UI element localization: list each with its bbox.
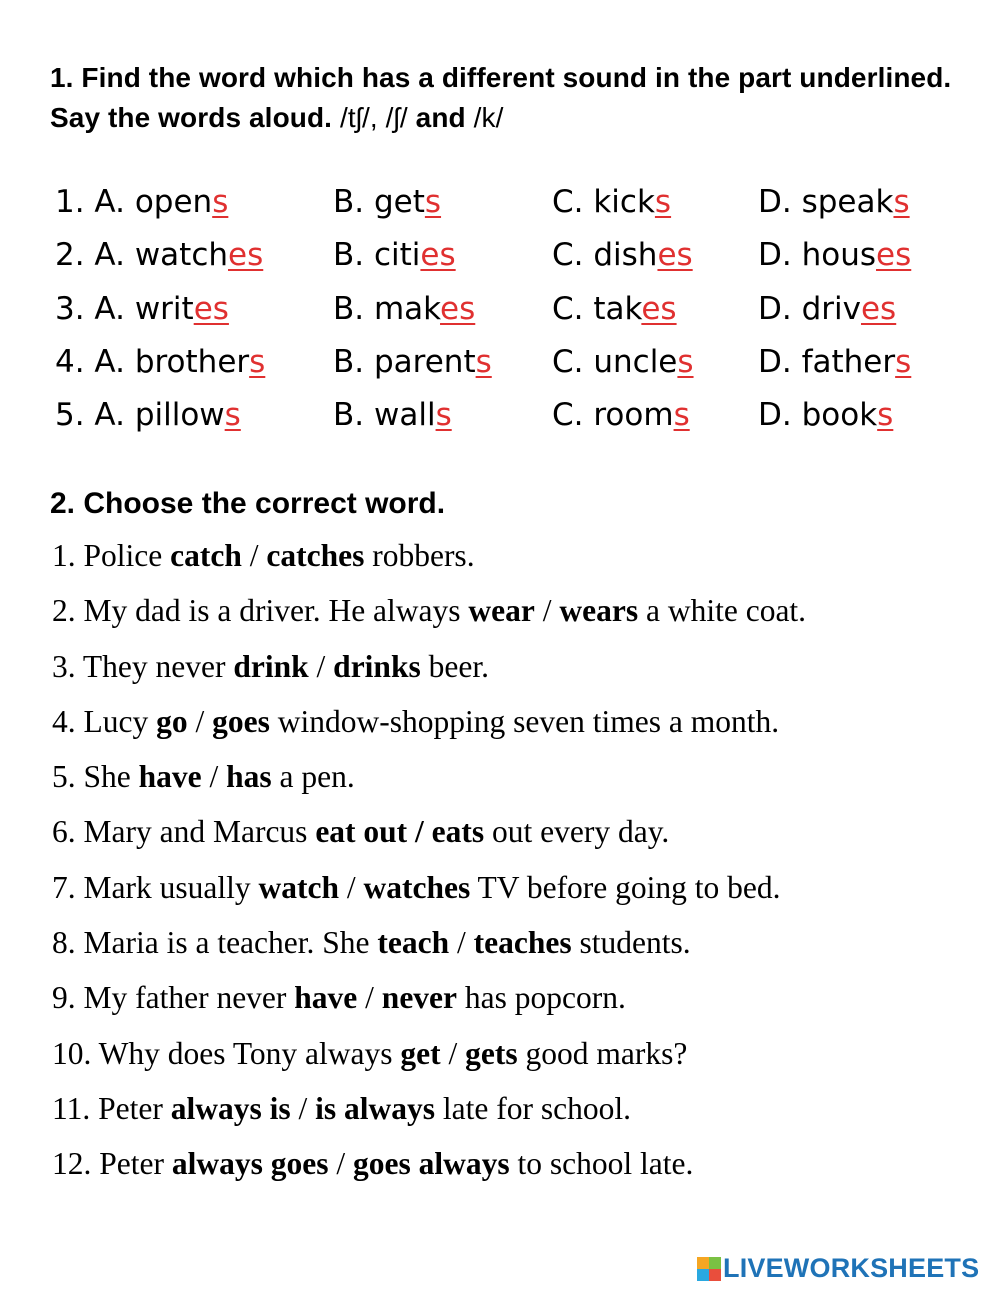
- exercise-item: [52, 812, 806, 867]
- sentence-text: to school late.: [509, 1146, 694, 1182]
- answer-option: [333, 397, 452, 433]
- word-choice: drinks: [333, 648, 421, 684]
- word-stem: pillow: [134, 397, 225, 434]
- ipa-symbols-2: /k/: [473, 102, 504, 133]
- sentence-text: window-shopping seven times a month.: [269, 703, 780, 739]
- answer-option: [333, 184, 441, 220]
- exercise-item: [52, 978, 806, 1033]
- option-label: C.: [552, 397, 594, 434]
- exercise-item: [52, 1144, 806, 1199]
- answer-option: [333, 291, 475, 327]
- word-stem: parent: [373, 343, 476, 380]
- word-stem: speak: [801, 184, 894, 220]
- answer-option: [552, 344, 694, 380]
- option-label: 5. A.: [55, 397, 135, 434]
- sentence-text: a white coat.: [638, 593, 807, 629]
- underlined-ending: s: [895, 343, 912, 380]
- exercise-item: [52, 702, 806, 757]
- underlined-ending: s: [212, 184, 229, 220]
- word-stem: citi: [373, 237, 421, 274]
- option-label: B.: [333, 290, 374, 327]
- logo-square: [709, 1269, 721, 1281]
- option-label: D.: [758, 290, 802, 327]
- sentence-text: students.: [571, 925, 691, 961]
- underlined-ending: s: [249, 343, 266, 380]
- sentence-text: /: [449, 925, 474, 961]
- word-choice: teaches: [473, 925, 572, 961]
- word-choice: get: [400, 1035, 441, 1071]
- exercise-item: [52, 536, 806, 591]
- underlined-ending: es: [641, 290, 677, 327]
- answer-option: [55, 291, 229, 327]
- exercise-item: [52, 757, 806, 812]
- sentence-text: /: [290, 1090, 316, 1126]
- answer-option: [552, 184, 671, 220]
- exercise-item: [52, 1034, 806, 1089]
- section-2-title: 2. Choose the correct word.: [50, 487, 446, 520]
- sentence-text: 7. Mark usually: [52, 869, 259, 905]
- answer-option: [758, 184, 910, 220]
- option-label: 4. A.: [55, 343, 135, 380]
- sentence-text: /: [534, 593, 560, 629]
- sentence-text: 2. My dad is a driver. He always: [52, 593, 469, 629]
- word-choice: teach: [377, 925, 450, 961]
- brand-name: LIVEWORKSHEETS: [723, 1253, 980, 1283]
- option-label: C.: [552, 184, 594, 220]
- underlined-ending: s: [677, 343, 694, 380]
- word-stem: get: [373, 184, 425, 220]
- word-choice: never: [381, 980, 458, 1016]
- exercise-item: [52, 923, 806, 978]
- sentence-text: 6. Mary and Marcus: [52, 814, 316, 850]
- ipa-symbols-1: /tʃ/, /ʃ/: [339, 102, 408, 133]
- and-word: and: [415, 102, 466, 133]
- word-choice: always is: [170, 1090, 291, 1126]
- word-choice: catch: [170, 538, 242, 573]
- logo-square: [709, 1257, 721, 1269]
- logo-square: [697, 1257, 709, 1269]
- underlined-ending: s: [893, 184, 910, 220]
- underlined-ending: es: [860, 290, 897, 327]
- word-choice: goes always: [353, 1146, 510, 1182]
- sentence-text: 8. Maria is a teacher. She: [52, 925, 378, 961]
- option-label: B.: [333, 237, 374, 274]
- sentence-text: good marks?: [517, 1035, 688, 1071]
- section-1-instruction: 1. Find the word which has a different sound in the part underlined. Say the words aloud.: [50, 62, 952, 133]
- option-label: D.: [758, 397, 802, 434]
- sentence-text: 5. She: [52, 759, 139, 795]
- word-choice: go: [156, 703, 188, 739]
- word-stem: uncle: [593, 343, 678, 380]
- sentence-text: a pen.: [271, 759, 355, 795]
- sentence-text: 11. Peter: [52, 1090, 171, 1126]
- sentence-text: beer.: [420, 648, 489, 684]
- underlined-ending: es: [228, 237, 264, 274]
- answer-option: [758, 291, 896, 327]
- sentence-text: 3. They never: [52, 648, 234, 684]
- sentence-text: out every day.: [484, 814, 670, 850]
- word-choice: have: [294, 980, 358, 1016]
- word-stem: driv: [801, 290, 861, 327]
- word-stem: wall: [373, 397, 436, 434]
- option-label: 1. A.: [55, 184, 135, 220]
- underlined-ending: s: [435, 397, 452, 434]
- exercise-item: [52, 647, 806, 702]
- option-label: C.: [552, 237, 594, 274]
- underlined-ending: es: [420, 237, 456, 274]
- sentence-text: /: [308, 648, 334, 684]
- sentence-text: /: [338, 869, 364, 905]
- underlined-ending: es: [876, 237, 912, 274]
- option-label: 2. A.: [55, 237, 135, 274]
- word-stem: dish: [593, 237, 658, 274]
- logo-square: [697, 1269, 709, 1281]
- exercise-item: [52, 591, 806, 646]
- word-choice: watch: [258, 869, 339, 905]
- word-stem: room: [593, 397, 674, 434]
- word-stem: kick: [593, 184, 655, 220]
- answer-option: [55, 397, 241, 433]
- word-choice: goes: [212, 703, 270, 739]
- option-label: B.: [333, 184, 374, 220]
- underlined-ending: es: [440, 290, 476, 327]
- word-choice: eat out / eats: [315, 814, 485, 850]
- underlined-ending: s: [654, 184, 672, 220]
- option-label: C.: [552, 290, 594, 327]
- option-label: C.: [552, 343, 594, 380]
- sentence-text: 12. Peter: [52, 1146, 172, 1182]
- underlined-ending: s: [424, 184, 442, 220]
- choose-word-list: [52, 536, 806, 1200]
- word-choice: wear: [468, 593, 535, 629]
- word-choice: drink: [233, 648, 309, 684]
- option-label: D.: [758, 237, 802, 274]
- exercise-item: [52, 868, 806, 923]
- answer-option: [758, 344, 911, 380]
- sentence-text: TV before going to bed.: [470, 869, 781, 905]
- answer-option: [552, 397, 690, 433]
- word-choice: watches: [363, 869, 471, 905]
- word-choice: gets: [465, 1035, 518, 1071]
- answer-option: [55, 344, 265, 380]
- word-choice: is always: [315, 1090, 436, 1126]
- underlined-ending: s: [224, 397, 241, 434]
- liveworksheets-logo-icon: [697, 1257, 721, 1281]
- option-label: D.: [758, 343, 802, 380]
- answer-option: [552, 291, 677, 327]
- option-label: B.: [333, 343, 374, 380]
- sentence-text: 9. My father never: [52, 980, 295, 1016]
- answer-option: [758, 397, 893, 433]
- answer-option: [55, 237, 263, 273]
- word-stem: watch: [134, 237, 229, 274]
- answer-option: [758, 237, 911, 273]
- word-choice: wears: [559, 593, 639, 629]
- answer-option: [333, 344, 492, 380]
- option-label: 3. A.: [55, 290, 135, 327]
- sentence-text: /: [357, 980, 382, 1016]
- sentence-text: 10. Why does Tony always: [52, 1035, 401, 1071]
- sentence-text: late for school.: [435, 1090, 631, 1126]
- word-stem: father: [801, 343, 896, 380]
- word-stem: tak: [593, 290, 642, 327]
- sentence-text: /: [440, 1035, 466, 1071]
- word-stem: open: [134, 184, 213, 220]
- word-stem: writ: [134, 290, 194, 327]
- sentence-text: /: [328, 1146, 353, 1182]
- word-choice: have: [138, 759, 202, 795]
- word-stem: mak: [373, 290, 441, 327]
- sentence-text: /: [201, 759, 227, 795]
- liveworksheets-footer: [697, 1253, 979, 1284]
- sentence-text: /: [241, 538, 267, 573]
- underlined-ending: s: [877, 397, 894, 434]
- answer-option: [552, 237, 693, 273]
- sentence-text: robbers.: [364, 538, 475, 573]
- word-stem: hous: [801, 237, 877, 274]
- word-choice: always goes: [171, 1146, 329, 1182]
- word-stem: brother: [134, 343, 250, 380]
- underlined-ending: s: [673, 397, 690, 434]
- word-choice: has: [226, 759, 272, 795]
- underlined-ending: s: [475, 343, 492, 380]
- sentence-text: 1. Police: [52, 538, 171, 573]
- word-choice: catches: [266, 538, 365, 573]
- option-label: B.: [333, 397, 374, 434]
- answer-option: [333, 237, 456, 273]
- underlined-ending: es: [193, 290, 229, 327]
- section-1-title: [50, 58, 970, 138]
- word-stem: book: [801, 397, 878, 434]
- sentence-text: has popcorn.: [457, 980, 626, 1016]
- sentence-text: /: [187, 703, 213, 739]
- answer-option: [55, 184, 228, 220]
- underlined-ending: es: [657, 237, 693, 274]
- exercise-item: [52, 1089, 806, 1144]
- option-label: D.: [758, 184, 802, 220]
- sentence-text: 4. Lucy: [52, 703, 157, 739]
